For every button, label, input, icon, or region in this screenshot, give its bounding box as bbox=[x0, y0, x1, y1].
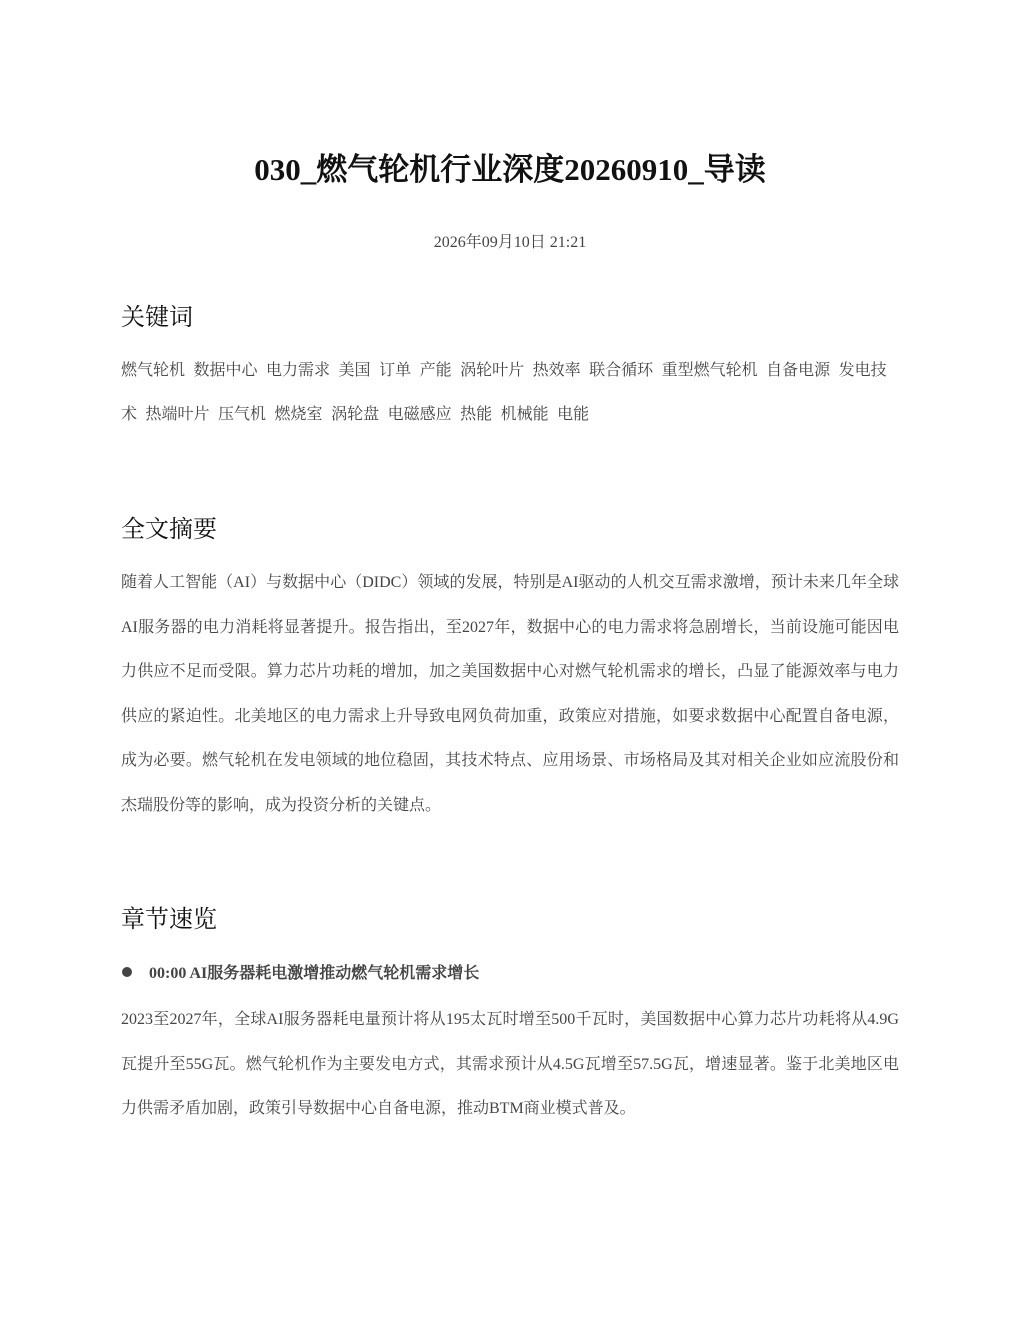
keywords-heading: 关键词 bbox=[121, 305, 193, 331]
keyword-item: 联合循环 bbox=[589, 362, 654, 379]
chapter-text: 2023至2027年，全球AI服务器耗电量预计将从195太瓦时增至500千瓦时，美国数据中心算力芯片功耗将从4.9G瓦提升至55G瓦。燃气轮机作为主要发电方式，其需求预计从4.5G瓦增至57.5G瓦，增速显著。鉴于北美地区电力供需矛盾加剧，政策引导数据中心自备电源，推动BTM商业模式普及。 bbox=[121, 1011, 899, 1117]
bullet-icon bbox=[122, 967, 132, 977]
keyword-item: 数据中心 bbox=[193, 362, 258, 379]
keyword-item: 热端叶片 bbox=[145, 406, 210, 423]
summary-text: 随着人工智能（AI）与数据中心（DIDC）领域的发展，特别是AI驱动的人机交互需求激增，预计未来几年全球AI服务器的电力消耗将显著提升。报告指出，至2027年，数据中心的电力需求将急剧增长，当前设施可能因电力供应不足而受限。算力芯片功耗的增加，加之美国数据中心对燃气轮机需求的增长，凸显了能源效率与电力供应的紧迫性。北美地区的电力需求上升导致电网负荷加重，政策应对措施，如要求数据中心配置自备电源，成为必要。燃气轮机在发电领域的地位稳固，其技术特点、应用场景、市场格局及其对相关企业如应流股份和杰瑞股份等的影响，成为投资分析的关键点。 bbox=[121, 574, 899, 814]
keyword-item: 热效率 bbox=[532, 362, 581, 379]
summary-heading: 全文摘要 bbox=[121, 517, 217, 543]
keyword-item: 美国 bbox=[338, 362, 371, 379]
keyword-item: 热能 bbox=[460, 406, 493, 423]
document-datetime: 2026年09月10日 21:21 bbox=[433, 234, 587, 251]
keyword-item: 重型燃气轮机 bbox=[661, 362, 758, 379]
chapter-timestamp: 00:00 bbox=[149, 965, 187, 982]
keyword-item: 压气机 bbox=[218, 406, 267, 423]
keyword-item: 燃气轮机 bbox=[121, 362, 186, 379]
chapters-heading: 章节速览 bbox=[121, 907, 217, 933]
keyword-item: 机械能 bbox=[500, 406, 549, 423]
keyword-item: 自备电源 bbox=[766, 362, 831, 379]
keyword-item: 订单 bbox=[379, 362, 412, 379]
keyword-item: 电磁感应 bbox=[387, 406, 452, 423]
keyword-item: 发电技术 bbox=[121, 362, 887, 423]
keyword-item: 涡轮盘 bbox=[331, 406, 380, 423]
keywords-list bbox=[121, 349, 899, 437]
keyword-item: 燃烧室 bbox=[274, 406, 323, 423]
keyword-item: 电力需求 bbox=[266, 362, 331, 379]
chapter-title: AI服务器耗电激增推动燃气轮机需求增长 bbox=[189, 965, 480, 982]
keyword-item: 电能 bbox=[557, 406, 590, 423]
keyword-item: 产能 bbox=[419, 362, 452, 379]
document-title: 030_燃气轮机行业深度20260910_导读 bbox=[254, 152, 766, 187]
chapter-item-title bbox=[121, 962, 899, 986]
keyword-item: 涡轮叶片 bbox=[460, 362, 525, 379]
